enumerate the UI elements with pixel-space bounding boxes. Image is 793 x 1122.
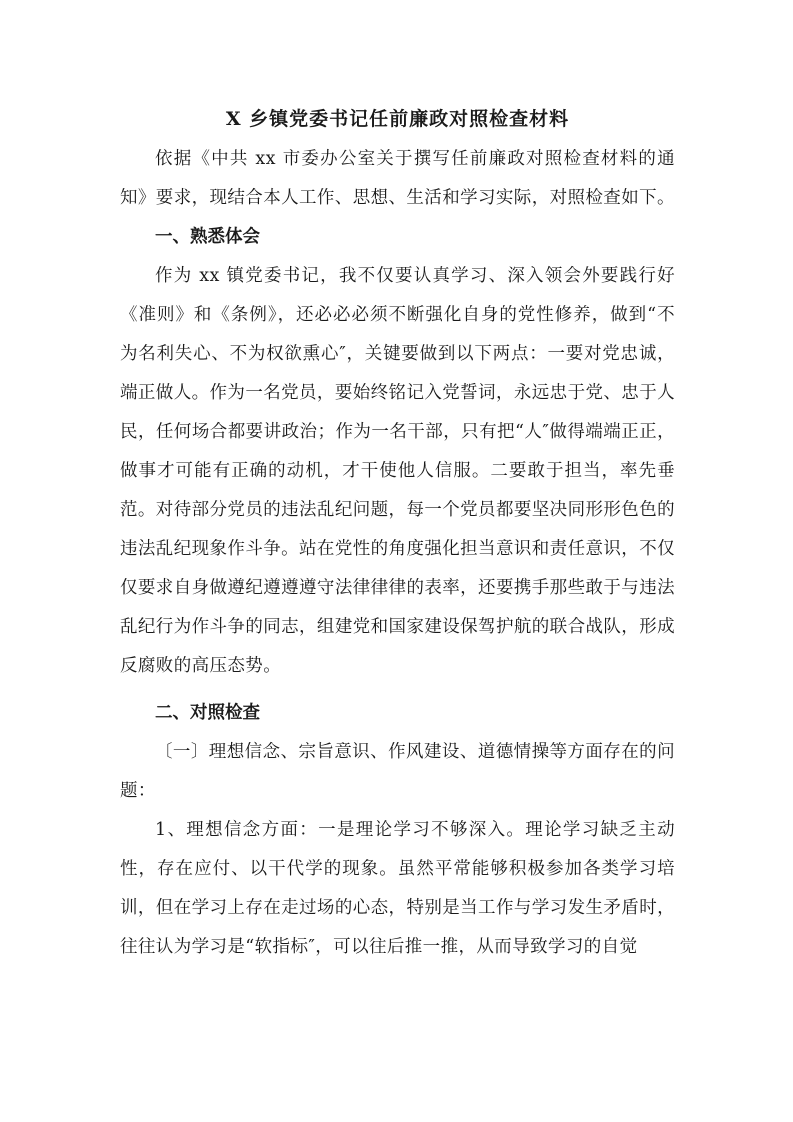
document-title: X 乡镇党委书记任前廉政对照检查材料 bbox=[225, 108, 570, 130]
section-1-heading: 一、熟悉体会 bbox=[155, 227, 260, 247]
intro-paragraph: 依据《中共 xx 市委办公室关于撰写任前廉政对照检查材料的通知》要求，现结合本人工作、思想、生活和学习实际，对照检查如下。 bbox=[120, 149, 675, 208]
section-2-heading: 二、对照检查 bbox=[155, 703, 260, 723]
document-body bbox=[120, 100, 675, 967]
section-1-paragraph: 作为 xx 镇党委书记，我不仅要认真学习、深入领会外要践行好《准则》和《条例》，还必必必须不断强化自身的党性修养，做到“不为名利失心、不为权欲熏心″，关键要做到以下两点：一要对党忠诚，端正做人。作为一名党员，要始终铭记入党誓词，永远忠于党、忠于人民，任何场合都要讲政治；作为一名干部，只有把“人″做得端端正正，做事才可能有正确的动机，才干使他人信服。二要敢于担当，率先垂范。对待部分党员的违法乱纪问题，每一个党员都要坚决同形形色色的违法乱纪现象作斗争。站在党性的角度强化担当意识和责任意识，不仅仅要求自身做遵纪遵遵遵守法律律律的表率，还要携手那些敢于与违法乱纪行为作斗争的同志，组建党和国家建设保驾护航的联合战队，形成反腐败的高压态势。 bbox=[120, 266, 675, 676]
section-2-subheading: 〔一〕理想信念、宗旨意识、作风建设、道德情操等方面存在的问题： bbox=[120, 742, 675, 801]
section-2-item-1: 1、理想信念方面：一是理论学习不够深入。理论学习缺乏主动性，存在应付、以干代学的现象。虽然平常能够积极参加各类学习培训，但在学习上存在走过场的心态，特别是当工作与学习发生矛盾时，往往认为学习是“软指标″，可以往后推一推，从而导致学习的自觉 bbox=[120, 820, 675, 957]
